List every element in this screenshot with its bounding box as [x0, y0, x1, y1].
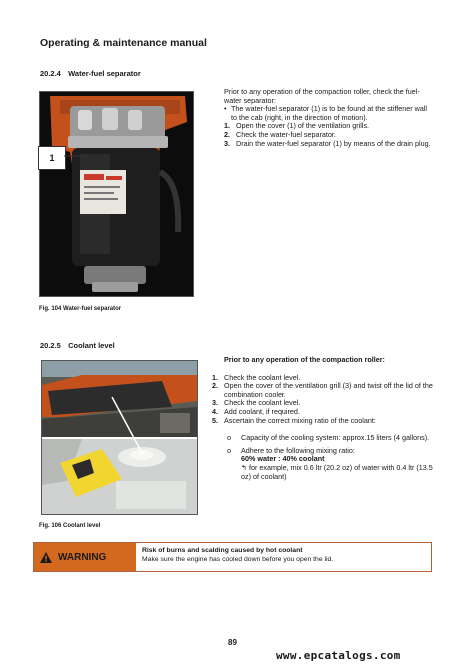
section-title: Coolant level [68, 341, 115, 350]
section-1-steps [224, 122, 432, 148]
warning-label-text: WARNING [58, 551, 107, 563]
step-item: 2. Open the cover of the ventilation grill (3) and twist off the lid of the combination cooler. [212, 381, 433, 399]
section-title: Water-fuel separator [68, 69, 141, 78]
water-fuel-separator-illustration [40, 92, 193, 296]
section-1-bullet: • The water-fuel separator (1) is to be found at the stiffener wall to the cab (right, in the direction of motion). [224, 105, 432, 122]
section-2-intro: Prior to any operation of the compaction roller: [224, 355, 385, 364]
step-item: 1. Check the coolant level. [212, 372, 301, 382]
warning-triangle-icon [40, 552, 52, 563]
section-heading-coolant [40, 341, 115, 350]
warning-box [33, 542, 432, 572]
sub-item: o Adhere to the following mixing ratio: 60% water : 40% coolant ↰ for example, mix 0.6 ltr (20.2 oz) of water with 0.4 ltr (13.5 oz) of coolant) [227, 445, 433, 481]
section-number: 20.2.5 [40, 341, 61, 350]
step-item: 5. Ascertain the correct mixing ratio of the coolant: [212, 415, 376, 425]
step-item: 1. Open the cover (1) of the ventilation grills. [224, 121, 370, 131]
section-number: 20.2.4 [40, 69, 61, 78]
arrow-note-icon: ↰ [241, 462, 250, 472]
section-heading-water-fuel [40, 69, 141, 78]
warning-label [34, 543, 136, 571]
step-item: 2. Check the water-fuel separator. [224, 129, 336, 139]
mixing-ratio: 60% water : 40% coolant [241, 454, 325, 464]
section-1-body [224, 88, 432, 148]
callout-leader-line [64, 150, 84, 162]
page-number: 89 [228, 638, 237, 647]
mixing-example: for example, mix 0.6 ltr (20.2 oz) of water with 0.4 ltr (13.5 oz) of coolant) [241, 462, 433, 481]
callout-label-1: 1 [38, 146, 66, 170]
step-item: 4. Add coolant, if required. [212, 406, 300, 416]
warning-heading: Risk of burns and scalding caused by hot coolant [142, 547, 303, 554]
section-2-steps [212, 374, 434, 426]
manual-title: Operating & maintenance manual [40, 37, 207, 49]
watermark: www.epcatalogs.com [276, 649, 401, 662]
water-fuel-separator-photo [39, 91, 194, 297]
coolant-level-illustration [42, 361, 197, 514]
step-item: 3. Check the coolant level. [212, 398, 301, 408]
warning-message [136, 543, 431, 571]
section-1-intro: Prior to any operation of the compaction roller, check the fuel-water separator: [224, 87, 420, 105]
coolant-level-photo [41, 360, 198, 515]
section-2-sub-items [212, 434, 434, 481]
warning-text: Make sure the engine has cooled down before you open the lid. [142, 555, 334, 563]
sub-item: o Capacity of the cooling system: approx.15 liters (4 gallons). [227, 433, 430, 443]
figure-caption-104: Fig. 104 Water-fuel separator [39, 306, 122, 312]
figure-caption-106: Fig. 106 Coolant level [39, 523, 101, 529]
section-2-body [212, 356, 434, 485]
step-item: 3. Drain the water-fuel separator (1) by means of the drain plug. [224, 138, 431, 148]
